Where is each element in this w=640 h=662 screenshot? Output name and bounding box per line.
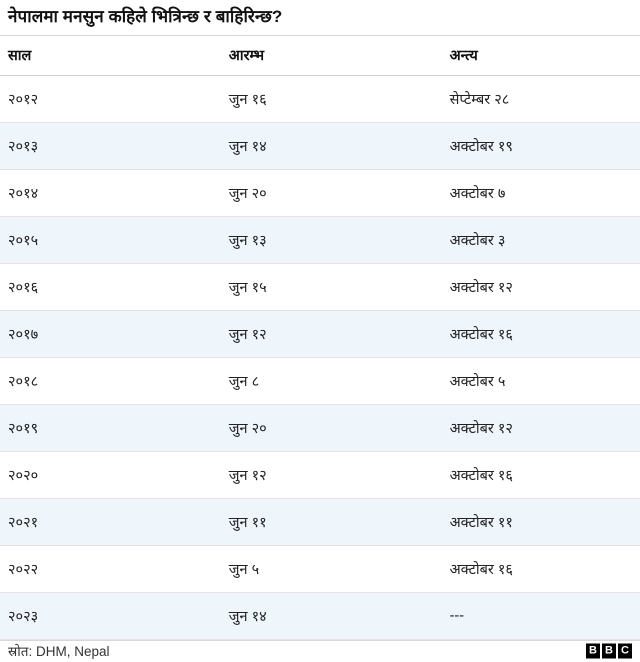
cell-year: २०१८	[0, 357, 221, 404]
table-row	[0, 169, 640, 216]
cell-year: २०२३	[0, 592, 221, 639]
cell-year: २०१२	[0, 75, 221, 122]
bbc-logo	[586, 644, 632, 659]
column-header-year: साल	[0, 36, 221, 76]
cell-year: २०१९	[0, 404, 221, 451]
cell-withdrawal: अक्टोबर १२	[442, 404, 640, 451]
cell-onset: जुन २०	[221, 404, 442, 451]
cell-onset: जुन ८	[221, 357, 442, 404]
cell-year: २०१६	[0, 263, 221, 310]
cell-withdrawal: सेप्टेम्बर २८	[442, 75, 640, 122]
table-row	[0, 592, 640, 639]
cell-withdrawal: अक्टोबर ७	[442, 169, 640, 216]
column-header-onset: आरम्भ	[221, 36, 442, 76]
cell-year: २०१७	[0, 310, 221, 357]
cell-onset: जुन १३	[221, 216, 442, 263]
cell-withdrawal: अक्टोबर १२	[442, 263, 640, 310]
cell-year: २०१३	[0, 122, 221, 169]
table-row	[0, 404, 640, 451]
table-row	[0, 451, 640, 498]
source-note	[8, 642, 110, 660]
cell-onset: जुन ११	[221, 498, 442, 545]
cell-withdrawal: अक्टोबर ५	[442, 357, 640, 404]
cell-year: २०१४	[0, 169, 221, 216]
cell-onset: जुन १४	[221, 122, 442, 169]
source-value: DHM, Nepal	[35, 644, 110, 660]
cell-onset: जुन १५	[221, 263, 442, 310]
cell-withdrawal: ---	[442, 592, 640, 639]
chart-footer	[0, 640, 640, 662]
cell-onset: जुन १४	[221, 592, 442, 639]
cell-year: २०२०	[0, 451, 221, 498]
bbc-logo-letter: C	[618, 644, 632, 659]
cell-onset: जुन १२	[221, 451, 442, 498]
cell-withdrawal: अक्टोबर ३	[442, 216, 640, 263]
cell-withdrawal: अक्टोबर १६	[442, 451, 640, 498]
table-header	[0, 36, 640, 76]
cell-withdrawal: अक्टोबर १९	[442, 122, 640, 169]
column-header-withdrawal: अन्त्य	[442, 36, 640, 76]
cell-withdrawal: अक्टोबर १६	[442, 310, 640, 357]
cell-withdrawal: अक्टोबर ११	[442, 498, 640, 545]
table-row	[0, 498, 640, 545]
cell-onset: जुन ५	[221, 545, 442, 592]
table-row	[0, 310, 640, 357]
cell-withdrawal: अक्टोबर १६	[442, 545, 640, 592]
table-row	[0, 357, 640, 404]
table-row	[0, 216, 640, 263]
table-row	[0, 75, 640, 122]
table-row	[0, 263, 640, 310]
cell-onset: जुन २०	[221, 169, 442, 216]
table-header-row	[0, 36, 640, 76]
table-row	[0, 545, 640, 592]
bbc-logo-letter: B	[586, 644, 600, 659]
cell-onset: जुन १६	[221, 75, 442, 122]
monsoon-dates-table	[0, 36, 640, 640]
table-row	[0, 122, 640, 169]
cell-year: २०२२	[0, 545, 221, 592]
table-body	[0, 75, 640, 639]
bbc-logo-letter: B	[602, 644, 616, 659]
page-title: नेपालमा मनसुन कहिले भित्रिन्छ र बाहिरिन्छ?	[8, 7, 283, 26]
cell-year: २०२१	[0, 498, 221, 545]
cell-onset: जुन १२	[221, 310, 442, 357]
source-label: स्रोत:	[8, 644, 33, 660]
cell-year: २०१५	[0, 216, 221, 263]
